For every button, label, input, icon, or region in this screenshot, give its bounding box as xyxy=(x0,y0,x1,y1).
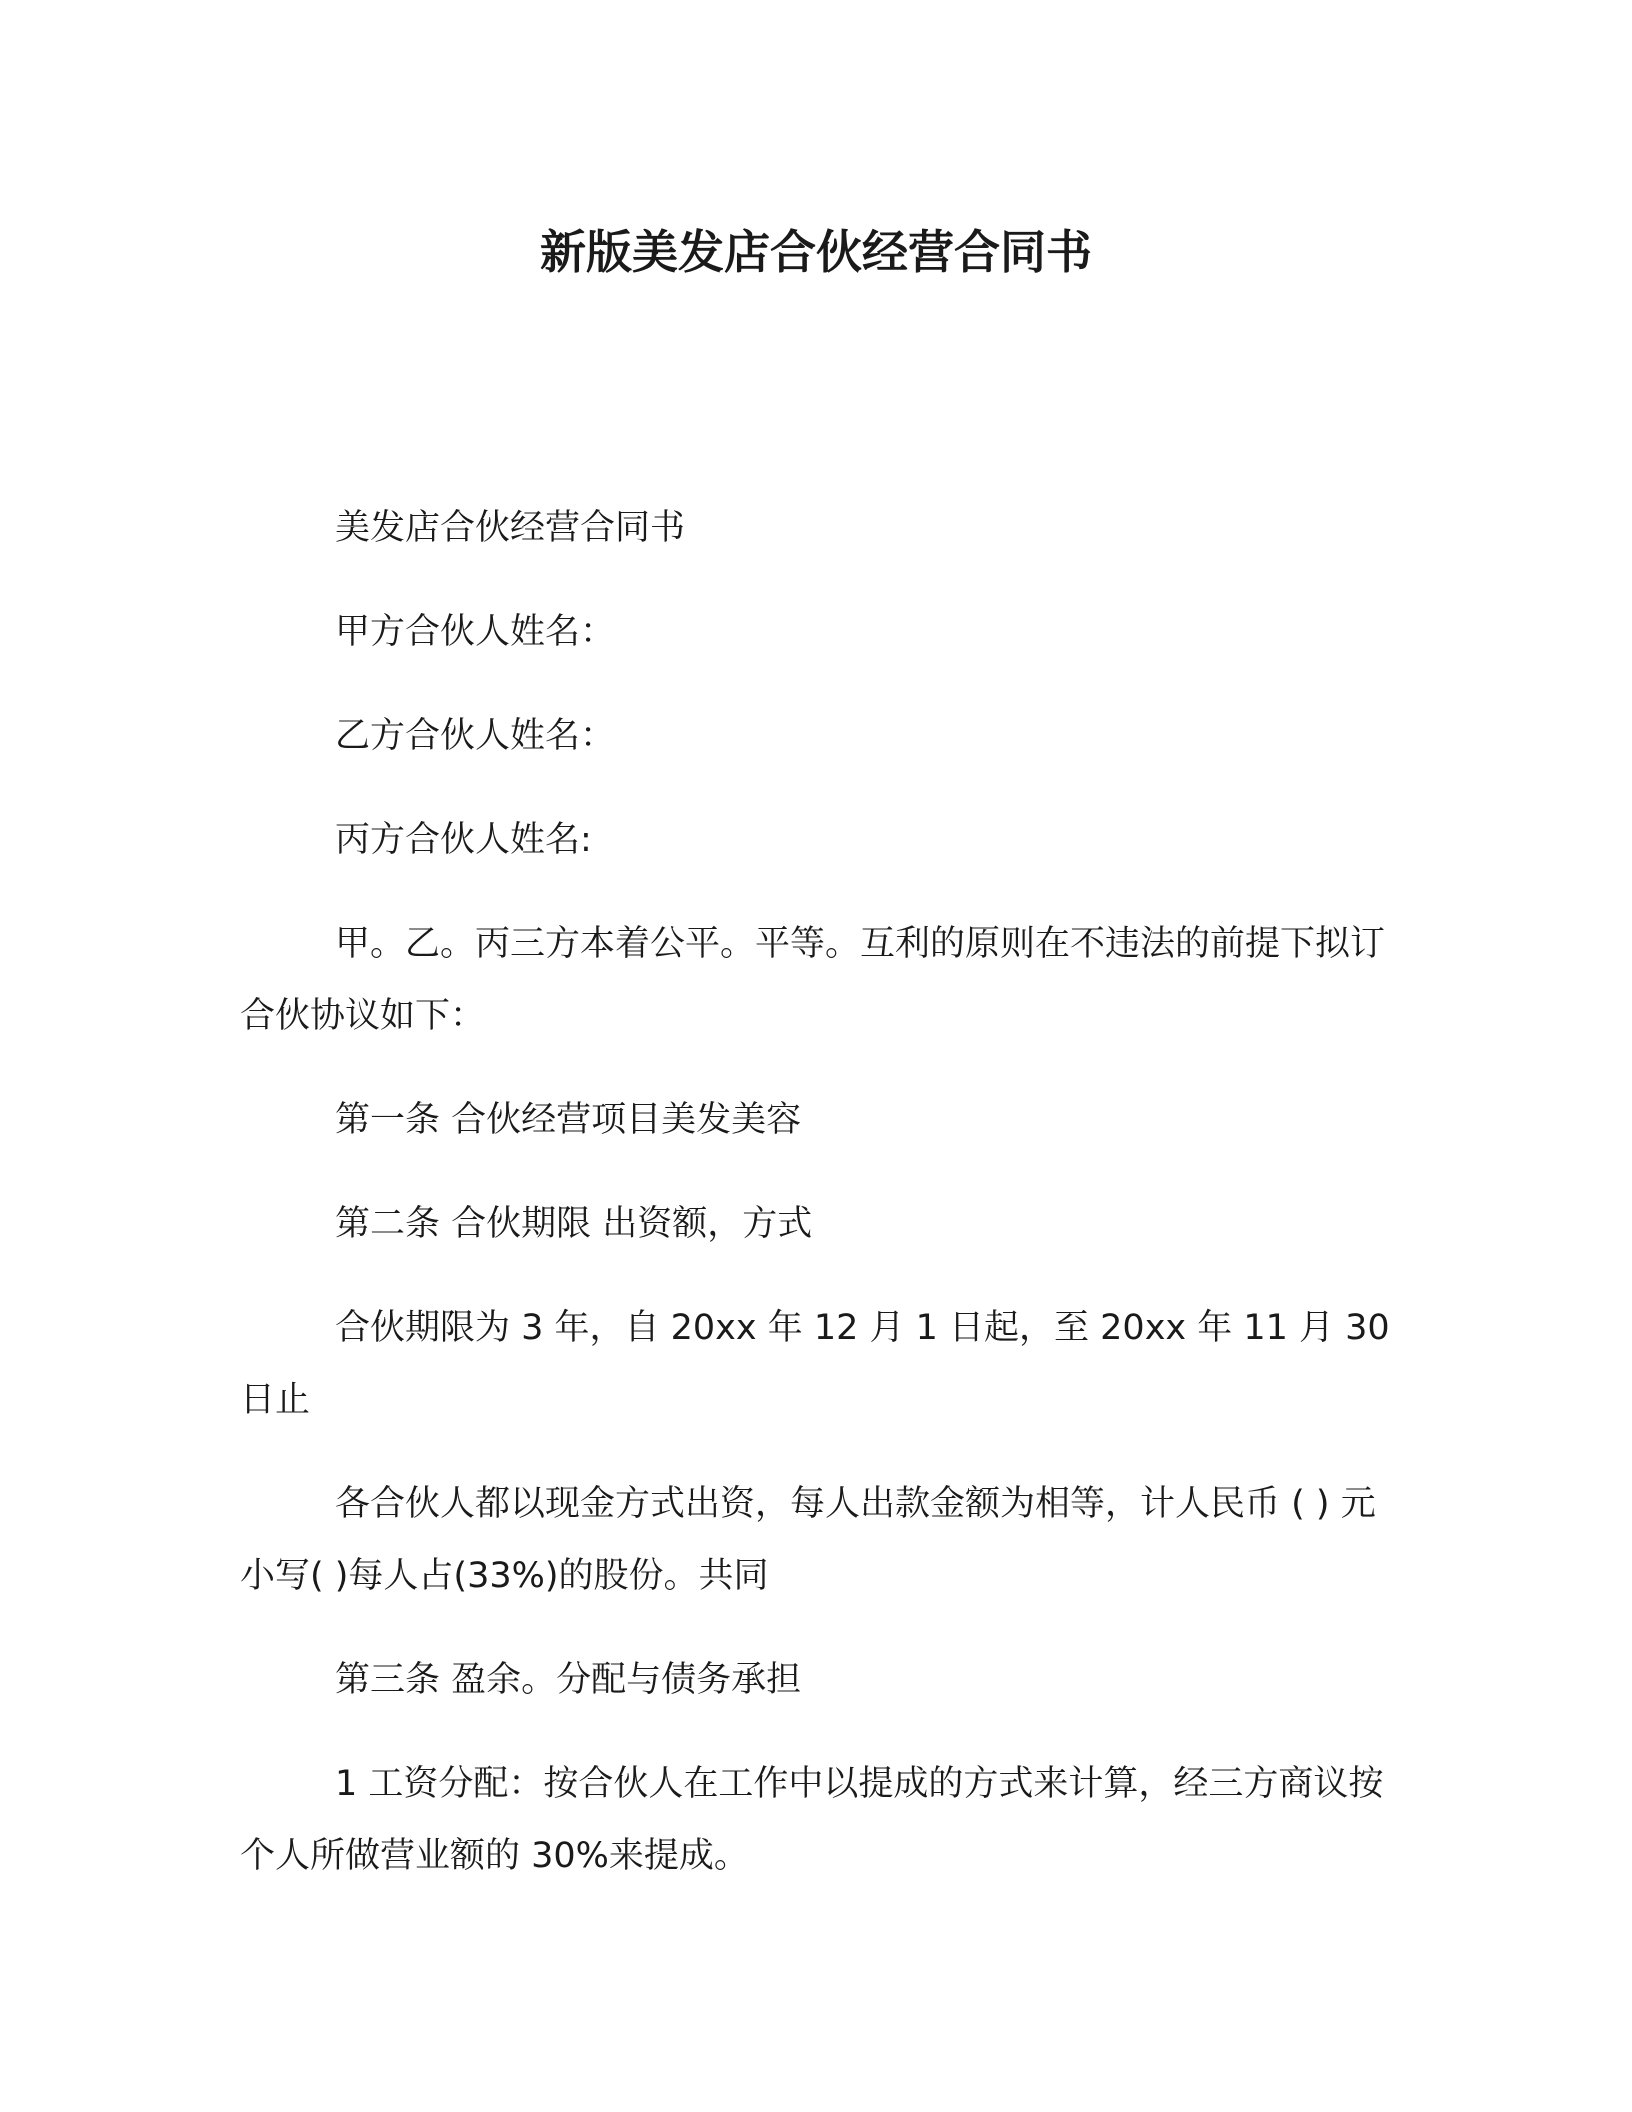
document-body xyxy=(240,492,1392,1924)
document-title: 新版美发店合伙经营合同书 xyxy=(540,225,1092,279)
article-3-paragraph: 第三条 盈余。分配与债务承担 xyxy=(335,1660,802,1700)
term-paragraph: 合伙期限为 3 年，自 20xx 年 12 月 1 日起，至 20xx 年 11 月 30 日止 xyxy=(240,1308,1390,1420)
party-b-paragraph: 乙方合伙人姓名： xyxy=(335,716,616,756)
party-c-paragraph: 丙方合伙人姓名: xyxy=(335,820,592,860)
heading-paragraph: 美发店合伙经营合同书 xyxy=(335,508,686,548)
article-1-paragraph: 第一条 合伙经营项目美发美容 xyxy=(335,1100,802,1140)
capital-paragraph: 各合伙人都以现金方式出资，每人出款金额为相等，计人民币 ( ) 元小写( )每人占(33%)的股份。共同 xyxy=(240,1484,1376,1596)
preamble-paragraph: 甲。乙。丙三方本着公平。平等。互利的原则在不违法的前提下拟订合伙协议如下： xyxy=(240,924,1386,1036)
party-a-paragraph: 甲方合伙人姓名： xyxy=(335,612,616,652)
article-2-paragraph: 第二条 合伙期限 出资额，方式 xyxy=(335,1204,813,1244)
wage-distribution-paragraph: 1 工资分配：按合伙人在工作中以提成的方式来计算，经三方商议按个人所做营业额的 30%来提成。 xyxy=(240,1764,1384,1876)
